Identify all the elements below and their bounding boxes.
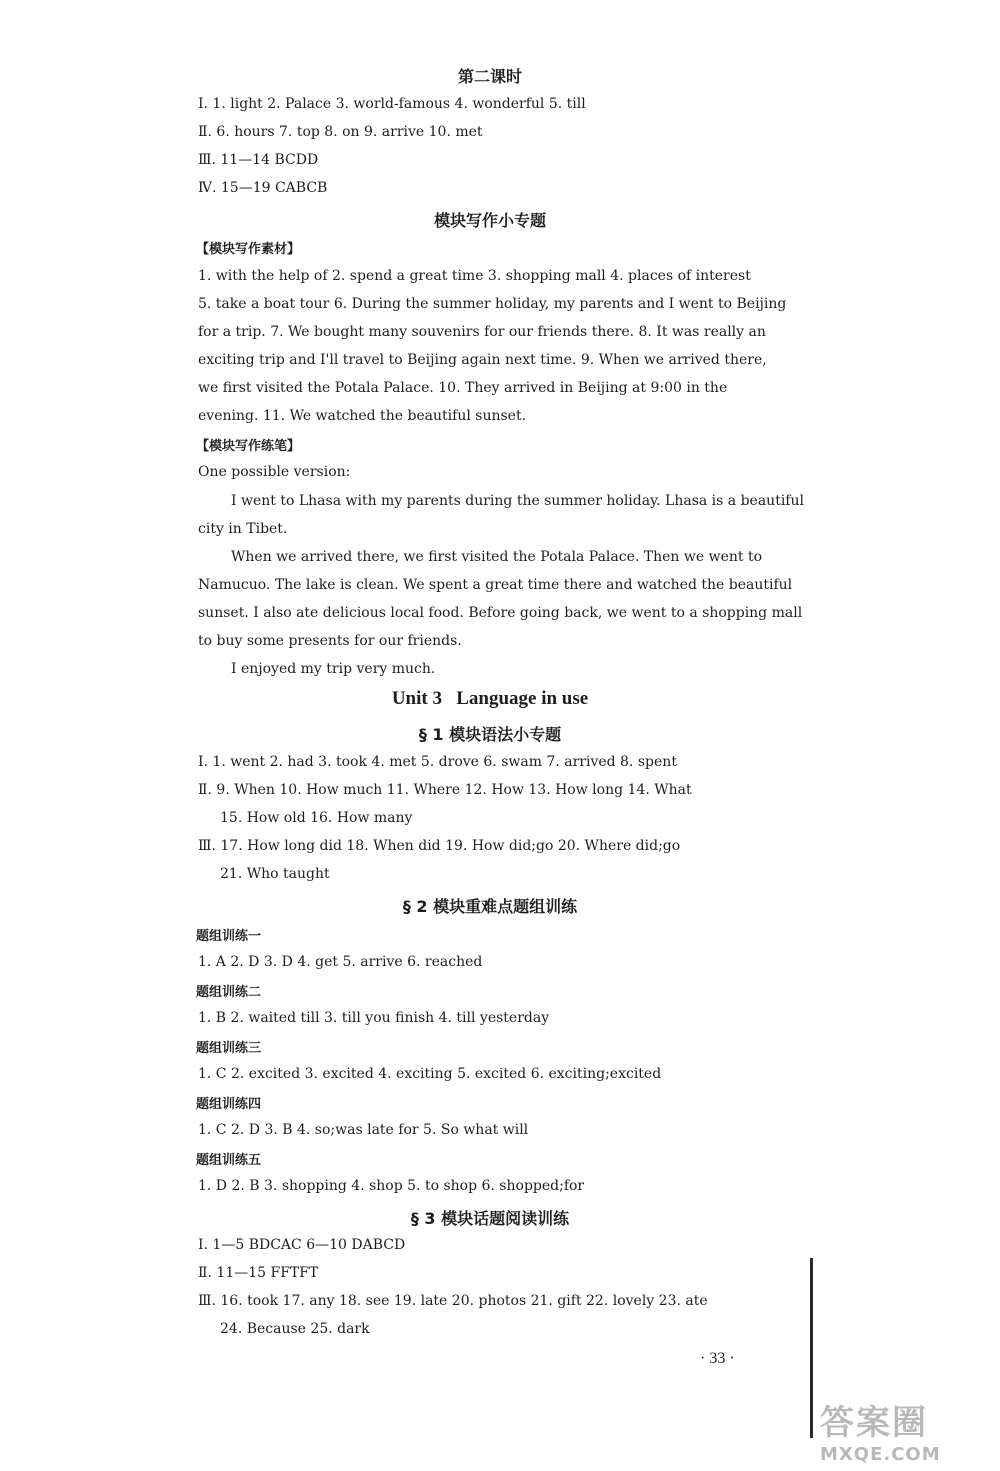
s1-line-4: Ⅲ. 17. How long did 18. When did 19. How did;go 20. Where did;go (198, 838, 681, 854)
lesson2-line-4: Ⅳ. 15—19 CABCB (198, 180, 328, 196)
group-5-label: 题组训练五 (196, 1153, 262, 1168)
margin-rule (810, 1258, 813, 1438)
lesson2-line-2: Ⅱ. 6. hours 7. top 8. on 9. arrive 10. met (198, 124, 483, 140)
group-4-answers: 1. C 2. D 3. B 4. so;was late for 5. So what will (198, 1122, 529, 1138)
group-3-label: 题组训练三 (196, 1041, 262, 1056)
essay-line-6: to buy some presents for our friends. (198, 633, 462, 649)
material-line-4: exciting trip and I'll travel to Beijing again next time. 9. When we arrived there, (198, 352, 767, 368)
page-number: · 33 · (700, 1350, 735, 1367)
s1-title: § 1 模块语法小专题 (418, 725, 562, 744)
s1-line-5: 21. Who taught (220, 866, 330, 882)
essay-line-1: I went to Lhasa with my parents during the summer holiday. Lhasa is a beautiful (231, 493, 804, 509)
version-label: One possible version: (198, 464, 351, 480)
essay-line-2: city in Tibet. (198, 521, 288, 537)
s3-line-2: Ⅱ. 11—15 FFTFT (198, 1265, 319, 1281)
s2-title: § 2 模块重难点题组训练 (402, 897, 578, 916)
essay-line-3: When we arrived there, we first visited the Potala Palace. Then we went to (231, 549, 763, 565)
group-2-answers: 1. B 2. waited till 3. till you finish 4. till yesterday (198, 1010, 550, 1026)
group-3-answers: 1. C 2. excited 3. excited 4. exciting 5. excited 6. exciting;excited (198, 1066, 662, 1082)
lesson2-title: 第二课时 (457, 67, 522, 86)
essay-line-5: sunset. I also ate delicious local food. Before going back, we went to a shopping mall (198, 605, 803, 621)
essay-line-7: I enjoyed my trip very much. (231, 661, 436, 677)
material-line-3: for a trip. 7. We bought many souvenirs for our friends there. 8. It was really an (198, 324, 766, 340)
group-5-answers: 1. D 2. B 3. shopping 4. shop 5. to shop 6. shopped;for (198, 1178, 585, 1194)
s3-line-4: 24. Because 25. dark (220, 1321, 370, 1337)
practice-label: 【模块写作练笔】 (196, 439, 301, 454)
watermark-logo-text: 答案圈 (820, 1403, 928, 1443)
watermark-url: MXQE.COM (820, 1444, 941, 1465)
writing-title: 模块写作小专题 (433, 211, 546, 230)
material-line-5: we first visited the Potala Palace. 10. They arrived in Beijing at 9:00 in the (198, 380, 728, 396)
material-line-6: evening. 11. We watched the beautiful sunset. (198, 408, 527, 424)
s1-line-3: 15. How old 16. How many (220, 810, 413, 826)
material-label: 【模块写作素材】 (196, 242, 301, 257)
essay-line-4: Namucuo. The lake is clean. We spent a great time there and watched the beautiful (198, 577, 793, 593)
s3-title: § 3 模块话题阅读训练 (410, 1209, 570, 1228)
lesson2-line-1: Ⅰ. 1. light 2. Palace 3. world-famous 4. wonderful 5. till (198, 96, 586, 112)
s3-line-1: Ⅰ. 1—5 BDCAC 6—10 DABCD (198, 1237, 406, 1253)
lesson2-line-3: Ⅲ. 11—14 BCDD (198, 152, 319, 168)
s1-line-1: Ⅰ. 1. went 2. had 3. took 4. met 5. drove 6. swam 7. arrived 8. spent (198, 754, 677, 770)
group-4-label: 题组训练四 (196, 1097, 262, 1112)
group-2-label: 题组训练二 (196, 985, 262, 1000)
material-line-2: 5. take a boat tour 6. During the summer holiday, my parents and I went to Beijing (198, 296, 787, 312)
unit3-title: Unit 3 Language in use (391, 688, 589, 709)
s3-line-3: Ⅲ. 16. took 17. any 18. see 19. late 20. photos 21. gift 22. lovely 23. ate (198, 1293, 708, 1309)
material-line-1: 1. with the help of 2. spend a great time 3. shopping mall 4. places of interest (198, 268, 751, 284)
s1-line-2: Ⅱ. 9. When 10. How much 11. Where 12. How 13. How long 14. What (198, 782, 692, 798)
site-watermark (820, 1395, 995, 1467)
group-1-answers: 1. A 2. D 3. D 4. get 5. arrive 6. reached (198, 954, 483, 970)
group-1-label: 题组训练一 (196, 929, 262, 944)
